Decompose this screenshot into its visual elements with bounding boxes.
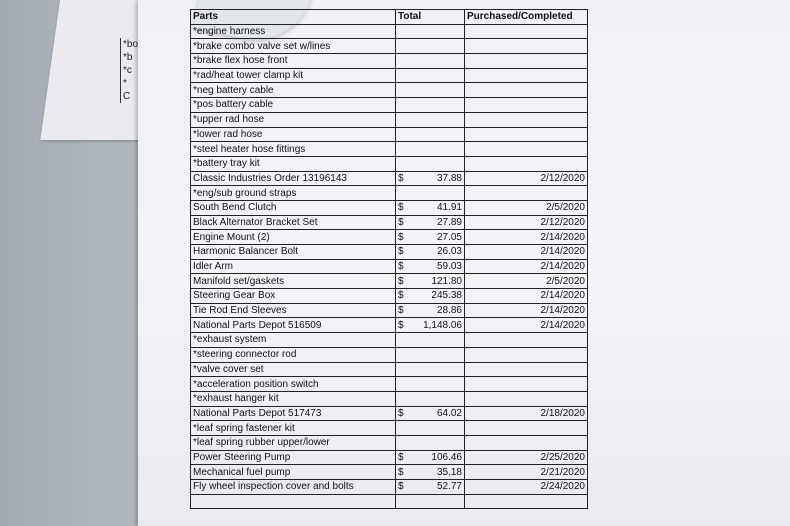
amount-value: 64.02: [436, 407, 462, 419]
part-name-cell: South Bend Clutch: [191, 200, 396, 215]
purchased-date-cell: 2/14/2020: [465, 245, 588, 260]
header-purchased-completed: Purchased/Completed: [465, 10, 588, 25]
part-name-cell: National Parts Depot 517473: [191, 406, 396, 421]
header-total: Total: [396, 10, 465, 25]
underlying-sheet-line: *c: [120, 64, 143, 77]
currency-symbol: $: [398, 261, 404, 273]
total-cell: [396, 391, 465, 406]
currency-symbol: $: [398, 275, 404, 287]
part-name-cell: *rad/heat tower clamp kit: [191, 68, 396, 83]
amount-value: 59.03: [436, 261, 462, 273]
total-cell: [396, 318, 465, 333]
total-cell: [396, 259, 465, 274]
currency-symbol: $: [398, 305, 404, 317]
table-row: [191, 245, 588, 260]
part-name-cell: Mechanical fuel pump: [191, 465, 396, 480]
total-cell: [396, 39, 465, 54]
table-body: [191, 24, 588, 509]
total-cell: [396, 127, 465, 142]
total-cell: [396, 142, 465, 157]
total-cell: [396, 171, 465, 186]
purchased-date-cell: 2/14/2020: [465, 289, 588, 304]
part-name-cell: Engine Mount (2): [191, 230, 396, 245]
part-name-cell: *battery tray kit: [191, 156, 396, 171]
amount-value: 26.03: [436, 246, 462, 258]
table-row: [191, 215, 588, 230]
part-name-cell: Steering Gear Box: [191, 289, 396, 304]
purchased-date-cell: [465, 142, 588, 157]
purchased-date-cell: [465, 421, 588, 436]
table-row: [191, 480, 588, 495]
part-name-cell: *exhaust hanger kit: [191, 391, 396, 406]
table-row: [191, 186, 588, 201]
part-name-cell: Fly wheel inspection cover and bolts: [191, 480, 396, 495]
total-cell: [396, 480, 465, 495]
amount-value: 121.80: [431, 275, 462, 287]
table-row: [191, 421, 588, 436]
total-cell: [396, 68, 465, 83]
underlying-sheet-line: C: [120, 90, 143, 103]
purchased-date-cell: 2/14/2020: [465, 259, 588, 274]
total-cell: [396, 362, 465, 377]
currency-symbol: $: [398, 407, 404, 419]
currency-symbol: $: [398, 172, 404, 184]
total-cell: [396, 333, 465, 348]
part-name-cell: *lower rad hose: [191, 127, 396, 142]
table-row: [191, 230, 588, 245]
purchased-date-cell: [465, 362, 588, 377]
total-cell: [396, 289, 465, 304]
currency-symbol: $: [398, 231, 404, 243]
currency-symbol: $: [398, 451, 404, 463]
total-cell: [396, 54, 465, 69]
table-row: [191, 333, 588, 348]
purchased-date-cell: [465, 127, 588, 142]
part-name-cell: *brake flex hose front: [191, 54, 396, 69]
part-name-cell: Black Alternator Bracket Set: [191, 215, 396, 230]
purchased-date-cell: 2/12/2020: [465, 171, 588, 186]
amount-value: 41.91: [436, 202, 462, 214]
table-row: [191, 112, 588, 127]
purchased-date-cell: [465, 112, 588, 127]
total-cell: [396, 435, 465, 450]
table-row: [191, 98, 588, 113]
total-cell: [396, 245, 465, 260]
purchased-date-cell: 2/14/2020: [465, 318, 588, 333]
purchased-date-cell: [465, 54, 588, 69]
purchased-date-cell: [465, 494, 588, 509]
purchased-date-cell: [465, 347, 588, 362]
purchased-date-cell: 2/21/2020: [465, 465, 588, 480]
header-parts: Parts: [191, 10, 396, 25]
purchased-date-cell: [465, 68, 588, 83]
purchased-date-cell: 2/24/2020: [465, 480, 588, 495]
purchased-date-cell: 2/5/2020: [465, 274, 588, 289]
total-cell: [396, 98, 465, 113]
table-row: [191, 391, 588, 406]
table-row: [191, 465, 588, 480]
part-name-cell: *exhaust system: [191, 333, 396, 348]
table-row: [191, 289, 588, 304]
amount-value: 106.46: [431, 451, 462, 463]
part-name-cell: [191, 494, 396, 509]
table-row: [191, 362, 588, 377]
part-name-cell: *brake combo valve set w/lines: [191, 39, 396, 54]
amount-value: 1,148.06: [423, 319, 462, 331]
purchased-date-cell: [465, 83, 588, 98]
part-name-cell: Manifold set/gaskets: [191, 274, 396, 289]
currency-symbol: $: [398, 481, 404, 493]
total-cell: [396, 186, 465, 201]
total-cell: [396, 112, 465, 127]
purchased-date-cell: 2/14/2020: [465, 230, 588, 245]
purchased-date-cell: [465, 98, 588, 113]
part-name-cell: *upper rad hose: [191, 112, 396, 127]
part-name-cell: *leaf spring fastener kit: [191, 421, 396, 436]
amount-value: 245.38: [431, 290, 462, 302]
table-row: [191, 54, 588, 69]
table-row: [191, 171, 588, 186]
table-row: [191, 377, 588, 392]
table-row: [191, 39, 588, 54]
purchased-date-cell: 2/14/2020: [465, 303, 588, 318]
table-row: [191, 274, 588, 289]
table-row: [191, 68, 588, 83]
amount-value: 37.88: [436, 172, 462, 184]
table-row: [191, 259, 588, 274]
currency-symbol: $: [398, 202, 404, 214]
table-row: [191, 127, 588, 142]
table-row: [191, 406, 588, 421]
total-cell: [396, 377, 465, 392]
total-cell: [396, 156, 465, 171]
underlying-sheet-line: *bo: [120, 38, 143, 51]
total-cell: [396, 230, 465, 245]
purchased-date-cell: [465, 377, 588, 392]
total-cell: [396, 215, 465, 230]
purchased-date-cell: [465, 24, 588, 39]
purchased-date-cell: [465, 391, 588, 406]
table-row: [191, 156, 588, 171]
amount-value: 52.77: [436, 481, 462, 493]
total-cell: [396, 421, 465, 436]
total-cell: [396, 274, 465, 289]
part-name-cell: *neg battery cable: [191, 83, 396, 98]
currency-symbol: $: [398, 466, 404, 478]
underlying-sheet-line: *: [120, 77, 143, 90]
part-name-cell: *valve cover set: [191, 362, 396, 377]
part-name-cell: *steering connector rod: [191, 347, 396, 362]
amount-value: 28.86: [436, 305, 462, 317]
part-name-cell: *engine harness: [191, 24, 396, 39]
table-header-row: [191, 10, 588, 25]
total-cell: [396, 303, 465, 318]
total-cell: [396, 200, 465, 215]
part-name-cell: *pos battery cable: [191, 98, 396, 113]
part-name-cell: *steel heater hose fittings: [191, 142, 396, 157]
purchased-date-cell: [465, 435, 588, 450]
currency-symbol: $: [398, 319, 404, 331]
underlying-sheet-line: *b: [120, 51, 143, 64]
table-row: [191, 303, 588, 318]
purchased-date-cell: [465, 186, 588, 201]
table-row: [191, 318, 588, 333]
total-cell: [396, 406, 465, 421]
total-cell: [396, 450, 465, 465]
purchased-date-cell: [465, 39, 588, 54]
table-row: [191, 435, 588, 450]
total-cell: [396, 465, 465, 480]
purchased-date-cell: [465, 156, 588, 171]
parts-table: [190, 9, 588, 509]
part-name-cell: Idler Arm: [191, 259, 396, 274]
part-name-cell: Tie Rod End Sleeves: [191, 303, 396, 318]
part-name-cell: *eng/sub ground straps: [191, 186, 396, 201]
amount-value: 27.89: [436, 216, 462, 228]
purchased-date-cell: 2/18/2020: [465, 406, 588, 421]
part-name-cell: Power Steering Pump: [191, 450, 396, 465]
amount-value: 35.18: [436, 466, 462, 478]
part-name-cell: *acceleration position switch: [191, 377, 396, 392]
part-name-cell: *leaf spring rubber upper/lower: [191, 435, 396, 450]
total-cell: [396, 494, 465, 509]
part-name-cell: Harmonic Balancer Bolt: [191, 245, 396, 260]
table-row: [191, 200, 588, 215]
purchased-date-cell: 2/25/2020: [465, 450, 588, 465]
purchased-date-cell: [465, 333, 588, 348]
table-row: [191, 347, 588, 362]
total-cell: [396, 83, 465, 98]
currency-symbol: $: [398, 216, 404, 228]
table-row: [191, 450, 588, 465]
currency-symbol: $: [398, 290, 404, 302]
purchased-date-cell: 2/5/2020: [465, 200, 588, 215]
part-name-cell: Classic Industries Order 13196143: [191, 171, 396, 186]
table-row: [191, 83, 588, 98]
total-cell: [396, 24, 465, 39]
part-name-cell: National Parts Depot 516509: [191, 318, 396, 333]
table-row: [191, 494, 588, 509]
amount-value: 27.05: [436, 231, 462, 243]
table-row: [191, 24, 588, 39]
total-cell: [396, 347, 465, 362]
table-row: [191, 142, 588, 157]
underlying-sheet-text: [120, 38, 143, 103]
purchased-date-cell: 2/12/2020: [465, 215, 588, 230]
currency-symbol: $: [398, 246, 404, 258]
